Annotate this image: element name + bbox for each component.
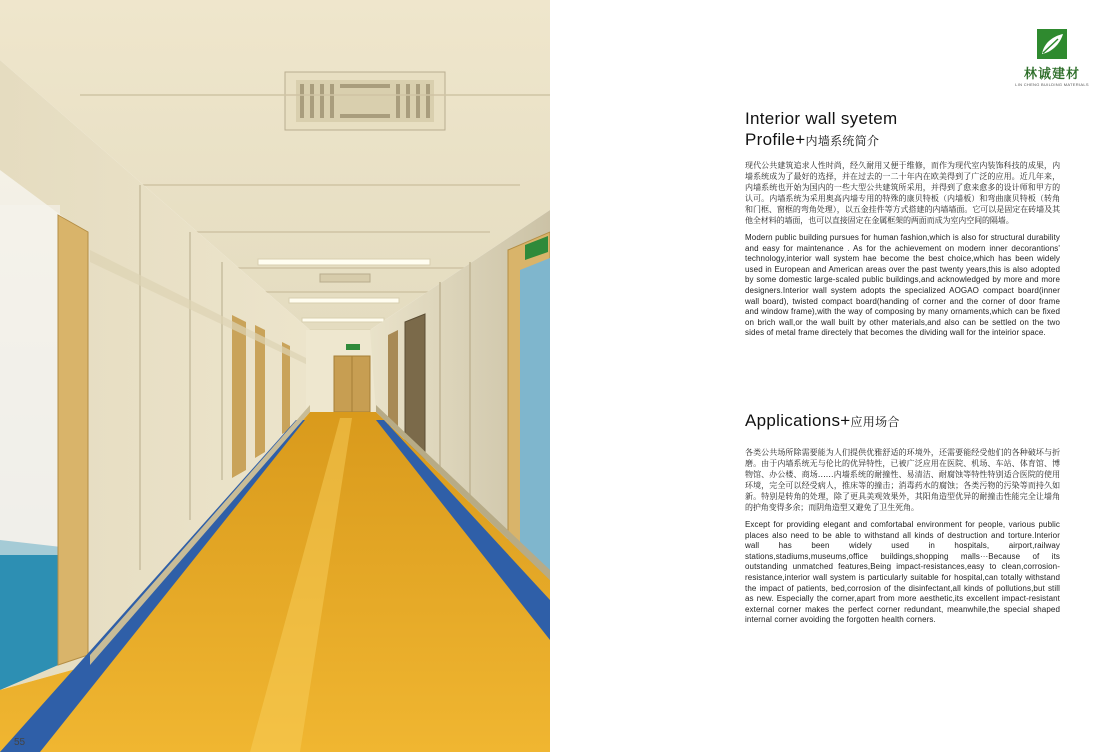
section1-body-cn: 现代公共建筑追求人性时尚，经久耐用又便于维修，而作为现代室内装饰科技的成果，内墙系统成为了最好的选择，并在过去的一二十年内在欧美得到了广泛的应用。近几年来，内墙系统也开始为国内的一些大型公共建筑所采用，并得到了愈来愈多的设计师和甲方的认可。内墙系统为采用奥高内墙专用的特殊的康贝特板（内墙板）和弯曲康贝特板（转角和门框、窗框的弯角处理），以五金挂件等方式搭建的内墙墙面。它可以是固定在砖墙及其他全材料的墙面，也可以直接固定在金属框架的两面而成为室内空间的隔墙。 — [745, 161, 1060, 225]
section-applications — [745, 410, 1060, 626]
section1-subtitle-en: Profile+ — [745, 130, 806, 149]
exit-sign-small — [346, 344, 360, 350]
leaf-logo-icon — [1030, 28, 1074, 62]
page-number: 55 — [14, 737, 26, 748]
section2-title-en: Applications+ — [745, 411, 851, 430]
section2-title-cn: 应用场合 — [850, 415, 900, 429]
door-frame-left — [58, 215, 88, 665]
section1-body-en: Modern public building pursues for human fashion,which is also for structural durability and easy for maintenance . As for the achievement on modern inner decorantions' technology,interior wall system hae become the best choice,which has been widely used in European and American areas over the past twenty years,this is also adopted by some domestic large-scaled public buildings,and acknowledged by more and more designers.Interior wall system adopts the specialized AOGAO compact board(inner wall board), twisted compact board(handing of corner and the corner of door frame and window frame),with the way of composing by many ornaments,which can be fixed on brich wall,or the wall built by other materials,and also can be settled on the two sides of metal frame directely that becomes the dividing wall for the inteirior space. — [745, 233, 1060, 338]
right-room-glimpse — [520, 258, 550, 590]
section2-body-en: Except for providing elegant and comfortabal environment for people, various public places also need to be able to withstand all kinds of destruction and torture.Interior wall has been widely used in hospitals, airport,railway stations,stadiums,museums,office buildings,shopping malls···Because of its outstanding unmatched features,Being impact-resistances,easy to clean,corrosion-resistance,interior wall system is particularly suitable for hospital,can totally withstand the impact of patients, bed,corrosion of the disinfectant,all kinds of pollutions,but still as new. Especially the corner,apart from more aesthetic,its excellent impact-resistant external corner makes the perfect corner redundant, meanwhile,the special shaped internal corner avoiding the forgotten health corners. — [745, 520, 1060, 625]
text-page — [550, 0, 1100, 752]
ceiling-vent-small — [320, 274, 370, 282]
section1-title: Interior wall syetem — [745, 109, 898, 128]
ceiling-vent — [285, 72, 445, 130]
left-door-2 — [255, 325, 265, 458]
section1-subtitle-cn: 内墙系统简介 — [805, 134, 880, 148]
section2-title — [745, 410, 1060, 433]
left-door-1 — [232, 315, 246, 478]
right-door-2 — [388, 330, 398, 430]
brand-name-cn: 林诚建材 — [1023, 67, 1080, 82]
brand-logo — [1012, 28, 1092, 87]
section1-subtitle — [745, 129, 1060, 152]
section2-body-cn: 各类公共场所除需要能为人们提供优雅舒适的环境外，还需要能经受他们的各种破坏与折磨。由于内墙系统无与伦比的优异特性，已被广泛应用在医院、机场、车站、体育馆、博物馆、办公楼、商场……内墙系统的耐撞性、易清洁、耐腐蚀等特性特别适合医院的使用环境，完全可以经受病人，推床等的撞击；消毒药水的腐蚀；各类污物的污染等而持久如新。特别是转角的处理，除了更具美观效果外，其阳角造型优异的耐撞击性能完全让墙角的护角变得多余；而阴角造型又避免了卫生死角。 — [745, 448, 1060, 512]
section-interior-wall-system — [745, 108, 1060, 339]
brand-name-en: LIN CHENG BUILDING MATERIALS — [1015, 82, 1089, 87]
